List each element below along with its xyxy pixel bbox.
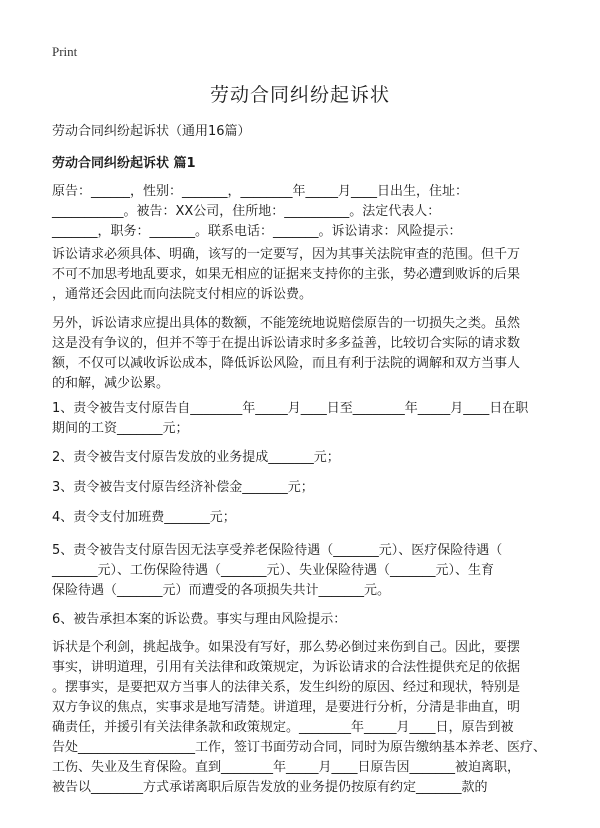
text-line: 原告：______，性别：_______，________年_____月____日出生，住址：	[52, 184, 469, 199]
text-line: 不可不加思考地乱要求，如果无相应的证据来支持你的主张，势必遭到败诉的后果	[52, 267, 521, 282]
text-line: 确责任，并援引有关法律条款和政策规定。________年_____月____日，原告到被	[52, 720, 514, 735]
text-line: 这是没有争议的，但并不等于在提出诉讼请求时多多益善，比较切合实际的请求数	[52, 336, 521, 351]
text-line: 6、被告承担本案的诉讼费。事实与理由风险提示：	[52, 612, 347, 627]
text-line: 保险待遇（_______元）而遭受的各项损失共计_______元。	[52, 583, 391, 598]
text-line: 5、责令被告支付原告因无法享受养老保险待遇（_______元）、医疗保险待遇（	[52, 543, 503, 558]
claim-3-paragraph	[52, 478, 552, 498]
risk-note-paragraph-1	[52, 245, 552, 305]
text-line: 另外，诉讼请求应提出具体的数额，不能笼统地说赔偿原告的一切损失之类。虽然	[52, 316, 521, 331]
text-line: 诉状是个利剑，挑起战争。如果没有写好，那么势必倒过来伤到自己。因此，要摆	[52, 640, 521, 655]
print-label: Print	[52, 44, 78, 59]
text-line: 额，不仅可以减收诉讼成本，降低诉讼风险，而且有利于法院的调解和双方当事人	[52, 356, 521, 371]
plaintiff-info-paragraph	[52, 182, 552, 242]
text-line: 告处__________________工作，签订书面劳动合同，同时为原告缴纳基本养老、医疗、	[52, 740, 547, 755]
document-subtitle: 劳动合同纠纷起诉状（通用16篇）	[52, 124, 251, 139]
section-heading: 劳动合同纠纷起诉状 篇1	[52, 156, 196, 171]
text-line: 诉讼请求必须具体、明确，该写的一定要写，因为其事关法院审查的范围。但千万	[52, 247, 521, 262]
text-line: 4、责令支付加班费_______元；	[52, 510, 236, 525]
claim-5-paragraph	[52, 541, 552, 601]
claim-2-paragraph	[52, 448, 552, 468]
text-line: 双方争议的焦点，实事求是地写清楚。讲道理，是要进行分析，分清是非曲直，明	[52, 700, 521, 715]
text-line: 期间的工资_______元；	[52, 421, 189, 436]
page-title: 劳动合同纠纷起诉状	[209, 84, 390, 106]
text-line: 3、责令被告支付原告经济补偿金_______元；	[52, 480, 314, 495]
claim-1-paragraph	[52, 399, 552, 439]
text-line: 的和解，减少讼累。	[52, 376, 170, 391]
risk-note-paragraph-2	[52, 314, 552, 394]
text-line: _______元）、工伤保险待遇（_______元）、失业保险待遇（_______元）、生育	[52, 563, 495, 578]
text-line: 。摆事实，是要把双方当事人的法律关系，发生纠纷的原因、经过和现状，特别是	[52, 680, 521, 695]
text-line: 事实，讲明道理，引用有关法律和政策规定，为诉讼请求的合法性提供充足的依据	[52, 660, 521, 675]
text-line: _______，职务：_______。联系电话：_______。诉讼请求：风险提示：	[52, 224, 462, 239]
text-line: 被告以________方式承诺离职后原告发放的业务提仍按原有约定_______款的	[52, 780, 488, 795]
text-line: 工伤、失业及生育保险。直到________年_____月____日原告因_______被迫离职，	[52, 760, 521, 775]
facts-paragraph	[52, 638, 552, 798]
text-line: ___________。被告：XX公司，住所地：__________。法定代表人：	[52, 204, 441, 219]
claim-4-paragraph	[52, 508, 552, 528]
claim-6-paragraph	[52, 610, 552, 630]
text-line: 1、责令被告支付原告自________年_____月____日至________年_____月____日在职	[52, 401, 529, 416]
text-line: 2、责令被告支付原告发放的业务提成_______元；	[52, 450, 340, 465]
text-line: ，通常还会因此而向法院支付相应的诉讼费。	[52, 287, 313, 302]
